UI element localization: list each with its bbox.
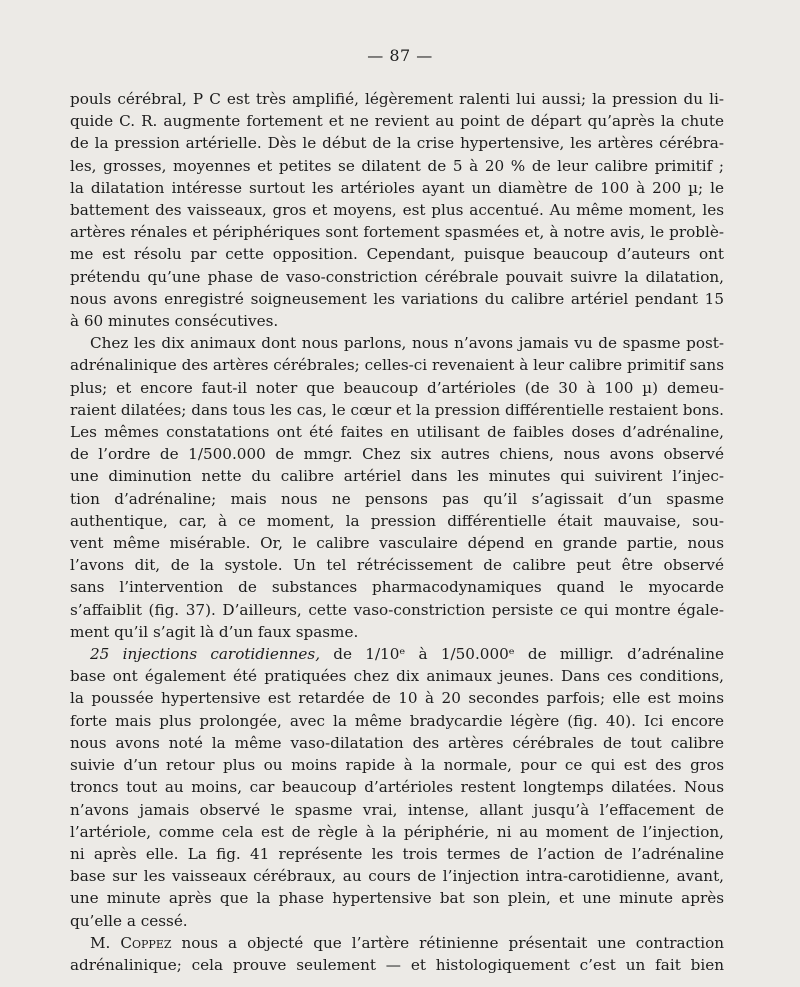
text-line: suivie d’un retour plus ou moins rapide à la normale, pour ce qui est des gros bbox=[70, 756, 724, 775]
text-line bbox=[70, 932, 724, 954]
text-line: tion d’adrénaline; mais nous ne pensons pas qu’il s’agissait d’un spasme bbox=[70, 489, 724, 508]
text-line: adrénalinique; cela prouve seulement — et histologiquement c’est un fait bien bbox=[70, 955, 724, 974]
text-line: de l’ordre de 1/500.000 de mmgr. Chez six autres chiens, nous avons observé bbox=[70, 445, 724, 464]
author-name: M. Coppez bbox=[90, 933, 172, 952]
text-line: base ont également été pratiquées chez dix animaux jeunes. Dans ces conditions, bbox=[70, 667, 724, 686]
text-line: de la pression artérielle. Dès le début de la crise hypertensive, les artères cérébra- bbox=[70, 134, 724, 153]
text-line: une minute après que la phase hypertensive bat son plein, et une minute après bbox=[70, 889, 724, 908]
text-line: prétendu qu’une phase de vaso-constriction cérébrale pouvait suivre la dilatation, bbox=[70, 267, 724, 286]
text-line: troncs tout au moins, car beaucoup d’artérioles restent longtemps dilatées. Nous bbox=[70, 778, 724, 797]
text-line: à 60 minutes consécutives. bbox=[70, 312, 279, 331]
text-line: s’affaiblit (fig. 37). D’ailleurs, cette vaso-constriction persiste ce qui montre égale- bbox=[70, 600, 724, 619]
text-line: qu’elle a cessé. bbox=[70, 911, 188, 930]
text-line: ni après elle. La fig. 41 représente les trois termes de l’action de l’adrénaline bbox=[70, 844, 724, 863]
text-line: me est résolu par cette opposition. Cependant, puisque beaucoup d’auteurs ont bbox=[70, 245, 724, 264]
text-line: adrénalinique des artères cérébrales; celles-ci revenaient à leur calibre primitif sans bbox=[70, 356, 724, 375]
text-line: une diminution nette du calibre artériel dans les minutes qui suivirent l’injec- bbox=[70, 467, 724, 486]
text-line: plus; et encore faut-il noter que beaucoup d’artérioles (de 30 à 100 µ) demeu- bbox=[70, 378, 724, 397]
text-line: battement des vaisseaux, gros et moyens, est plus accentué. Au même moment, les bbox=[70, 201, 724, 220]
text-line: Chez les dix animaux dont nous parlons, nous n’avons jamais vu de spasme post- bbox=[90, 334, 724, 353]
text-line: pouls cérébral, P C est très amplifié, légèrement ralenti lui aussi; la pression du li- bbox=[70, 90, 724, 108]
text-line: forte mais plus prolongée, avec la même bradycardie légère (fig. 40). Ici encore bbox=[70, 711, 724, 730]
text-line: raient dilatées; dans tous les cas, le cœur et la pression différentielle restaient bons. bbox=[70, 400, 724, 419]
text-line: l’avons dit, de la systole. Un tel rétrécissement de calibre peut être observé bbox=[70, 556, 724, 575]
text-line: la poussée hypertensive est retardée de 10 à 20 secondes parfois; elle est moins bbox=[70, 689, 724, 708]
text-line: la dilatation intéresse surtout les artérioles ayant un diamètre de 100 à 200 µ; le bbox=[70, 178, 724, 197]
text-line: vent même misérable. Or, le calibre vasculaire dépend en grande partie, nous bbox=[70, 534, 724, 553]
text-line: base sur les vaisseaux cérébraux, au cours de l’injection intra-carotidienne, avant, bbox=[70, 867, 724, 886]
text-line: ment qu’il s’agit là d’un faux spasme. bbox=[70, 622, 359, 641]
text-line: n’avons jamais observé le spasme vrai, intense, allant jusqu’à l’effacement de bbox=[70, 800, 724, 819]
line-rest: nous a objecté que l’artère rétinienne présentait une contraction bbox=[171, 933, 724, 952]
paragraph-3 bbox=[70, 643, 724, 932]
line-rest: de 1/10ᵉ à 1/50.000ᵉ de milligr. d’adrénaline bbox=[320, 645, 724, 664]
italic-lead: 25 injections carotidiennes, bbox=[90, 645, 321, 664]
paragraph-4 bbox=[70, 932, 724, 976]
paragraph-1 bbox=[70, 88, 724, 332]
text-line: nous avons noté la même vaso-dilatation des artères cérébrales de tout calibre bbox=[70, 733, 724, 752]
text-line: authentique, car, à ce moment, la pression différentielle était mauvaise, sou- bbox=[70, 511, 724, 530]
text-line: quide C. R. augmente fortement et ne revient au point de départ qu’après la chute bbox=[70, 112, 724, 131]
text-line: sans l’intervention de substances pharmacodynamiques quand le myocarde bbox=[70, 578, 724, 597]
text-line: nous avons enregistré soigneusement les variations du calibre artériel pendant 15 bbox=[70, 289, 724, 308]
text-line: artères rénales et périphériques sont fortement spasmées et, à notre avis, le problè- bbox=[70, 223, 724, 242]
text-line bbox=[70, 643, 724, 665]
text-line: Les mêmes constatations ont été faites en utilisant de faibles doses d’adrénaline, bbox=[70, 423, 724, 442]
paragraph-2 bbox=[70, 332, 724, 643]
page-number: — 87 — bbox=[367, 46, 433, 65]
text-line: les, grosses, moyennes et petites se dilatent de 5 à 20 % de leur calibre primitif ; bbox=[70, 156, 724, 175]
text-line: l’artériole, comme cela est de règle à la périphérie, ni au moment de l’injection, bbox=[70, 822, 724, 841]
body-text bbox=[70, 88, 724, 976]
